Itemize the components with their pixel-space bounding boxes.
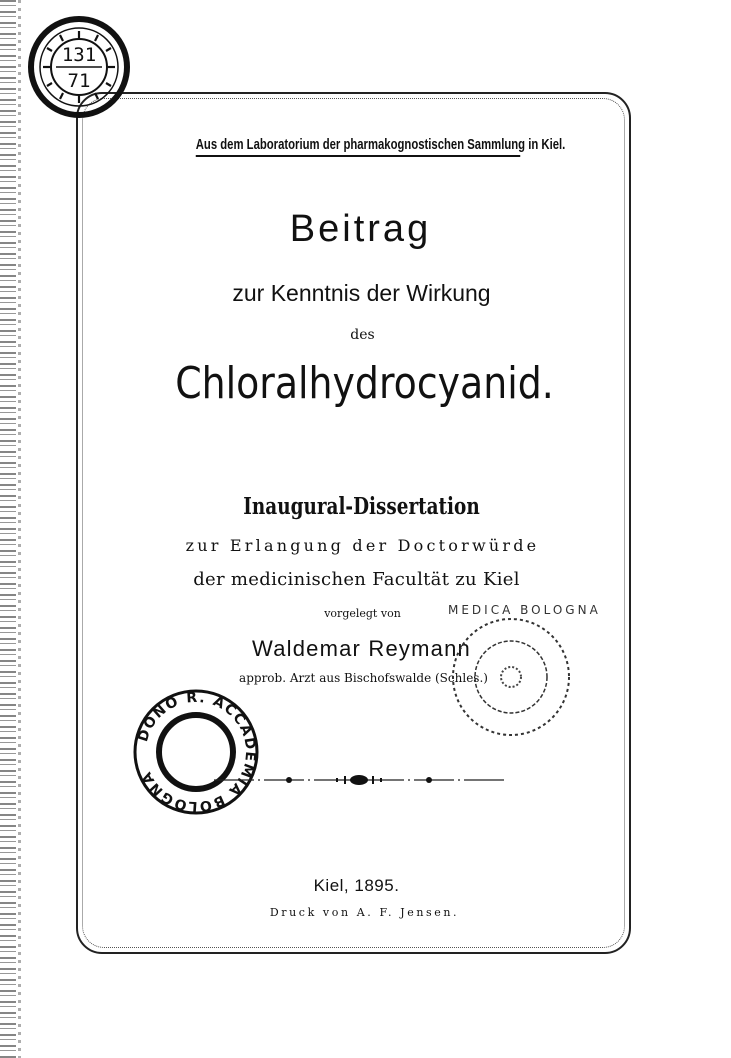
scan-edge bbox=[0, 0, 16, 1058]
submitted-by: vorgelegt von bbox=[324, 607, 401, 620]
dissertation-heading: Inaugural-Dissertation bbox=[243, 493, 480, 520]
stamp-number-top: 131 bbox=[61, 44, 97, 66]
scan-edge-line bbox=[18, 0, 21, 1058]
laboratory-header: Aus dem Laboratorium der pharmakognostischen Sammlung in Kiel. bbox=[196, 137, 520, 157]
imprint-printer: Druck von A. F. Jensen. bbox=[269, 906, 460, 919]
title-subline: zur Kenntnis der Wirkung bbox=[232, 280, 491, 306]
accademia-stamp bbox=[130, 686, 262, 818]
author-description: approb. Arzt aus Bischofswalde (Schles.) bbox=[239, 671, 488, 685]
dissertation-faculty: der medicinischen Facultät zu Kiel bbox=[193, 569, 520, 590]
stamp-number-bottom: 71 bbox=[67, 70, 91, 92]
title-beitrag: Beitrag bbox=[289, 208, 432, 250]
ornamental-rule bbox=[214, 770, 504, 790]
stamp-right-text: MEDICA BOLOGNA bbox=[448, 603, 601, 617]
dissertation-purpose: zur Erlangung der Doctorwürde bbox=[185, 536, 540, 555]
library-stamp-top bbox=[26, 14, 132, 120]
author-name: Waldemar Reymann bbox=[252, 636, 471, 661]
imprint-place-year: Kiel, 1895. bbox=[313, 876, 400, 895]
accademia-stamp-textpath: DONO R. ACCADEMIA BOLOGNA bbox=[135, 689, 259, 815]
title-des: des bbox=[350, 327, 375, 343]
library-stamp-right bbox=[448, 603, 601, 740]
title-main: Chloralhydrocyanid. bbox=[175, 358, 554, 409]
